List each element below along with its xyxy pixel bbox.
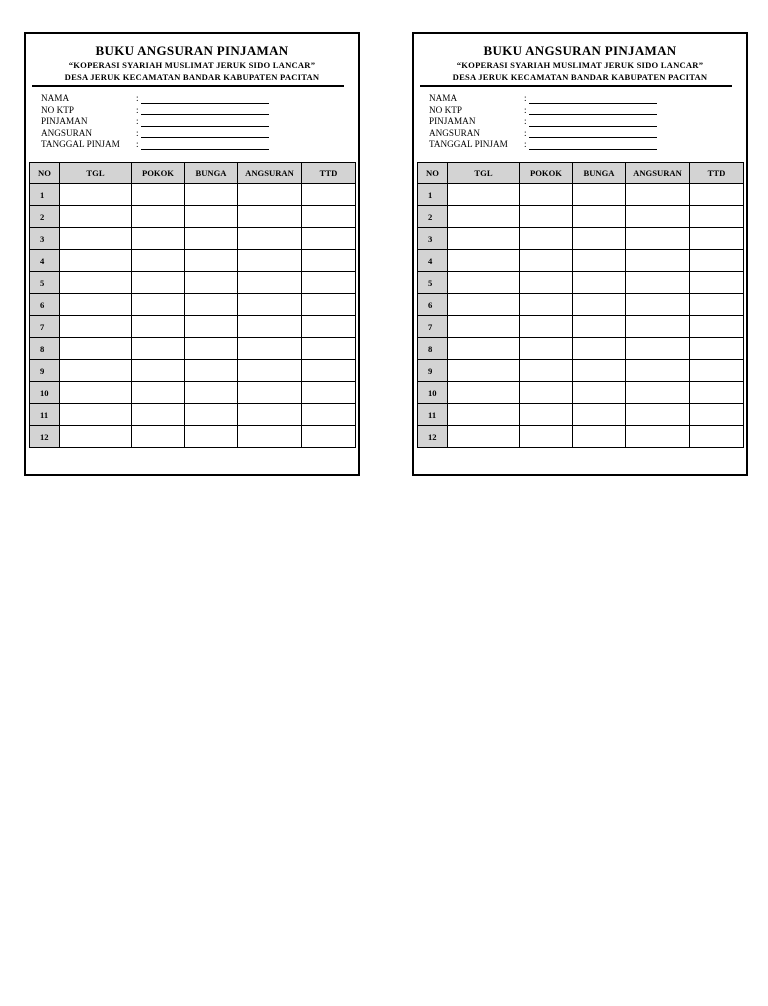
field-label: ANGSURAN [41, 127, 93, 138]
blank-cell-tgl [448, 228, 520, 250]
blank-cell-tgl [60, 206, 132, 228]
blank-cell-pokok [132, 426, 185, 448]
blank-cell-angsuran [238, 206, 302, 228]
blank-cell-ttd [690, 272, 744, 294]
blank-cell-tgl [448, 250, 520, 272]
blank-cell-bunga [185, 250, 238, 272]
field-colon: : [524, 139, 527, 149]
blank-cell-pokok [132, 404, 185, 426]
header-divider [420, 85, 732, 87]
blank-cell-tgl [60, 294, 132, 316]
blank-cell-ttd [690, 404, 744, 426]
blank-cell-bunga [573, 404, 626, 426]
blank-cell-bunga [573, 316, 626, 338]
blank-cell-ttd [690, 294, 744, 316]
blank-cell-tgl [60, 316, 132, 338]
blank-cell-bunga [573, 338, 626, 360]
installment-table [417, 162, 744, 448]
blank-cell-bunga [185, 184, 238, 206]
column-header-tgl: TGL [448, 163, 520, 184]
column-header-ttd: TTD [302, 163, 356, 184]
installment-card-left [24, 32, 360, 476]
card-title: BUKU ANGSURAN PINJAMAN [483, 43, 677, 58]
blank-cell-angsuran [626, 360, 690, 382]
table-row [418, 404, 744, 426]
field-blank-line [141, 137, 269, 138]
blank-cell-bunga [573, 250, 626, 272]
row-number: 1 [418, 184, 448, 206]
blank-cell-angsuran [238, 316, 302, 338]
field-label: PINJAMAN [429, 116, 476, 126]
blank-cell-pokok [520, 228, 573, 250]
blank-cell-bunga [185, 404, 238, 426]
blank-cell-ttd [690, 316, 744, 338]
blank-cell-ttd [302, 338, 356, 360]
row-number: 6 [418, 294, 448, 316]
row-number: 5 [418, 272, 448, 294]
blank-cell-tgl [448, 294, 520, 316]
blank-cell-tgl [448, 404, 520, 426]
blank-cell-ttd [302, 404, 356, 426]
blank-cell-tgl [60, 404, 132, 426]
blank-cell-pokok [132, 360, 185, 382]
table-row [418, 272, 744, 294]
table-row [418, 360, 744, 382]
blank-cell-pokok [132, 228, 185, 250]
blank-cell-pokok [132, 338, 185, 360]
field-colon: : [136, 116, 139, 126]
blank-cell-ttd [302, 250, 356, 272]
blank-cell-bunga [185, 228, 238, 250]
row-number: 1 [30, 184, 60, 206]
blank-cell-bunga [573, 382, 626, 404]
table-row [418, 250, 744, 272]
blank-cell-bunga [573, 272, 626, 294]
blank-cell-ttd [690, 206, 744, 228]
column-header-pokok: POKOK [132, 163, 185, 184]
table-row [30, 360, 356, 382]
blank-cell-pokok [132, 250, 185, 272]
blank-cell-ttd [302, 294, 356, 316]
blank-cell-angsuran [626, 426, 690, 448]
blank-cell-angsuran [238, 338, 302, 360]
header-divider [32, 85, 344, 87]
blank-cell-ttd [690, 250, 744, 272]
blank-cell-pokok [132, 184, 185, 206]
cooperative-address: DESA JERUK KECAMATAN BANDAR KABUPATEN PACITAN [452, 72, 708, 82]
blank-cell-pokok [132, 316, 185, 338]
blank-cell-angsuran [626, 228, 690, 250]
row-number: 12 [418, 426, 448, 448]
column-header-angsuran: ANGSURAN [238, 163, 302, 184]
field-blank-line [529, 149, 657, 150]
blank-cell-angsuran [238, 360, 302, 382]
blank-cell-ttd [302, 272, 356, 294]
blank-cell-ttd [302, 228, 356, 250]
card-title: BUKU ANGSURAN PINJAMAN [95, 43, 289, 58]
blank-cell-angsuran [238, 228, 302, 250]
row-number: 2 [30, 206, 60, 228]
blank-cell-pokok [520, 294, 573, 316]
blank-cell-angsuran [626, 294, 690, 316]
blank-cell-angsuran [626, 404, 690, 426]
field-label: TANGGAL PINJAM [429, 139, 508, 149]
blank-cell-angsuran [238, 272, 302, 294]
blank-cell-bunga [573, 294, 626, 316]
table-row [30, 382, 356, 404]
field-colon: : [136, 139, 139, 149]
blank-cell-ttd [690, 426, 744, 448]
table-header-row [418, 163, 744, 184]
blank-cell-pokok [132, 272, 185, 294]
blank-cell-angsuran [626, 272, 690, 294]
blank-cell-ttd [690, 360, 744, 382]
table-row [30, 404, 356, 426]
blank-cell-pokok [520, 272, 573, 294]
blank-cell-bunga [573, 228, 626, 250]
blank-cell-ttd [690, 338, 744, 360]
blank-cell-angsuran [626, 250, 690, 272]
cooperative-name: “KOPERASI SYARIAH MUSLIMAT JERUK SIDO LANCAR” [68, 60, 316, 70]
field-blank-line [141, 103, 269, 104]
blank-cell-tgl [448, 184, 520, 206]
table-row [418, 426, 744, 448]
blank-cell-pokok [520, 250, 573, 272]
table-row [418, 338, 744, 360]
field-colon: : [524, 104, 527, 115]
blank-cell-tgl [448, 382, 520, 404]
blank-cell-tgl [60, 426, 132, 448]
blank-cell-angsuran [238, 250, 302, 272]
field-colon: : [136, 93, 139, 103]
table-row [418, 184, 744, 206]
blank-cell-ttd [302, 184, 356, 206]
blank-cell-tgl [448, 272, 520, 294]
blank-cell-ttd [302, 382, 356, 404]
blank-cell-bunga [573, 184, 626, 206]
blank-cell-pokok [520, 338, 573, 360]
blank-cell-tgl [60, 250, 132, 272]
blank-cell-pokok [520, 184, 573, 206]
field-blank-line [529, 103, 657, 104]
blank-cell-angsuran [626, 184, 690, 206]
field-colon: : [524, 93, 527, 103]
column-header-bunga: BUNGA [185, 163, 238, 184]
column-header-bunga: BUNGA [573, 163, 626, 184]
blank-cell-pokok [520, 404, 573, 426]
blank-cell-bunga [185, 316, 238, 338]
row-number: 5 [30, 272, 60, 294]
row-number: 10 [30, 382, 60, 404]
blank-cell-tgl [60, 184, 132, 206]
field-label: NAMA [41, 93, 70, 103]
row-number: 4 [30, 250, 60, 272]
blank-cell-pokok [132, 382, 185, 404]
field-blank-line [141, 114, 269, 115]
column-header-pokok: POKOK [520, 163, 573, 184]
blank-cell-bunga [185, 360, 238, 382]
table-row [30, 228, 356, 250]
blank-cell-bunga [185, 382, 238, 404]
blank-cell-pokok [132, 206, 185, 228]
field-label: NAMA [429, 93, 458, 103]
row-number: 7 [418, 316, 448, 338]
blank-cell-angsuran [238, 404, 302, 426]
blank-cell-bunga [573, 206, 626, 228]
row-number: 11 [30, 404, 60, 426]
blank-cell-tgl [60, 338, 132, 360]
blank-cell-tgl [448, 360, 520, 382]
field-label: PINJAMAN [41, 116, 88, 126]
row-number: 3 [418, 228, 448, 250]
row-number: 8 [418, 338, 448, 360]
blank-cell-tgl [448, 206, 520, 228]
table-row [30, 338, 356, 360]
blank-cell-angsuran [626, 316, 690, 338]
blank-cell-angsuran [238, 294, 302, 316]
blank-cell-angsuran [238, 426, 302, 448]
blank-cell-bunga [185, 338, 238, 360]
blank-cell-pokok [520, 206, 573, 228]
field-colon: : [524, 127, 527, 138]
blank-cell-angsuran [626, 382, 690, 404]
blank-cell-bunga [185, 206, 238, 228]
blank-cell-ttd [302, 360, 356, 382]
field-blank-line [529, 137, 657, 138]
field-colon: : [136, 127, 139, 138]
field-blank-line [529, 114, 657, 115]
table-row [30, 250, 356, 272]
cooperative-name: “KOPERASI SYARIAH MUSLIMAT JERUK SIDO LANCAR” [456, 60, 704, 70]
row-number: 2 [418, 206, 448, 228]
row-number: 6 [30, 294, 60, 316]
row-number: 7 [30, 316, 60, 338]
blank-cell-tgl [448, 316, 520, 338]
blank-cell-tgl [60, 272, 132, 294]
blank-cell-angsuran [238, 382, 302, 404]
blank-cell-ttd [690, 184, 744, 206]
blank-cell-bunga [185, 272, 238, 294]
blank-cell-tgl [448, 338, 520, 360]
blank-cell-angsuran [626, 338, 690, 360]
blank-cell-ttd [302, 426, 356, 448]
blank-cell-ttd [690, 228, 744, 250]
table-header-row [30, 163, 356, 184]
field-colon: : [524, 116, 527, 126]
blank-cell-angsuran [238, 184, 302, 206]
blank-cell-tgl [60, 360, 132, 382]
blank-cell-tgl [60, 228, 132, 250]
blank-cell-bunga [573, 360, 626, 382]
row-number: 9 [418, 360, 448, 382]
column-header-no: NO [30, 163, 60, 184]
table-row [418, 294, 744, 316]
table-row [30, 206, 356, 228]
column-header-angsuran: ANGSURAN [626, 163, 690, 184]
blank-cell-pokok [520, 382, 573, 404]
blank-cell-tgl [60, 382, 132, 404]
table-row [30, 426, 356, 448]
table-row [30, 272, 356, 294]
table-row [418, 206, 744, 228]
row-number: 9 [30, 360, 60, 382]
field-colon: : [136, 104, 139, 115]
table-row [30, 316, 356, 338]
table-row [418, 316, 744, 338]
installment-table [29, 162, 356, 448]
blank-cell-bunga [185, 426, 238, 448]
blank-cell-pokok [520, 360, 573, 382]
field-label: NO KTP [429, 104, 462, 115]
field-blank-line [529, 126, 657, 127]
table-row [30, 294, 356, 316]
row-number: 4 [418, 250, 448, 272]
field-label: NO KTP [41, 104, 74, 115]
blank-cell-tgl [448, 426, 520, 448]
row-number: 10 [418, 382, 448, 404]
blank-cell-pokok [132, 294, 185, 316]
table-row [30, 184, 356, 206]
blank-cell-ttd [302, 316, 356, 338]
table-row [418, 228, 744, 250]
column-header-ttd: TTD [690, 163, 744, 184]
blank-cell-pokok [520, 426, 573, 448]
row-number: 12 [30, 426, 60, 448]
blank-cell-pokok [520, 316, 573, 338]
column-header-no: NO [418, 163, 448, 184]
row-number: 11 [418, 404, 448, 426]
blank-cell-ttd [690, 382, 744, 404]
row-number: 3 [30, 228, 60, 250]
blank-cell-bunga [573, 426, 626, 448]
field-label: TANGGAL PINJAM [41, 139, 120, 149]
installment-card-right [412, 32, 748, 476]
blank-cell-ttd [302, 206, 356, 228]
field-blank-line [141, 126, 269, 127]
field-label: ANGSURAN [429, 127, 481, 138]
blank-cell-bunga [185, 294, 238, 316]
table-row [418, 382, 744, 404]
blank-cell-angsuran [626, 206, 690, 228]
column-header-tgl: TGL [60, 163, 132, 184]
cooperative-address: DESA JERUK KECAMATAN BANDAR KABUPATEN PACITAN [64, 72, 320, 82]
row-number: 8 [30, 338, 60, 360]
field-blank-line [141, 149, 269, 150]
